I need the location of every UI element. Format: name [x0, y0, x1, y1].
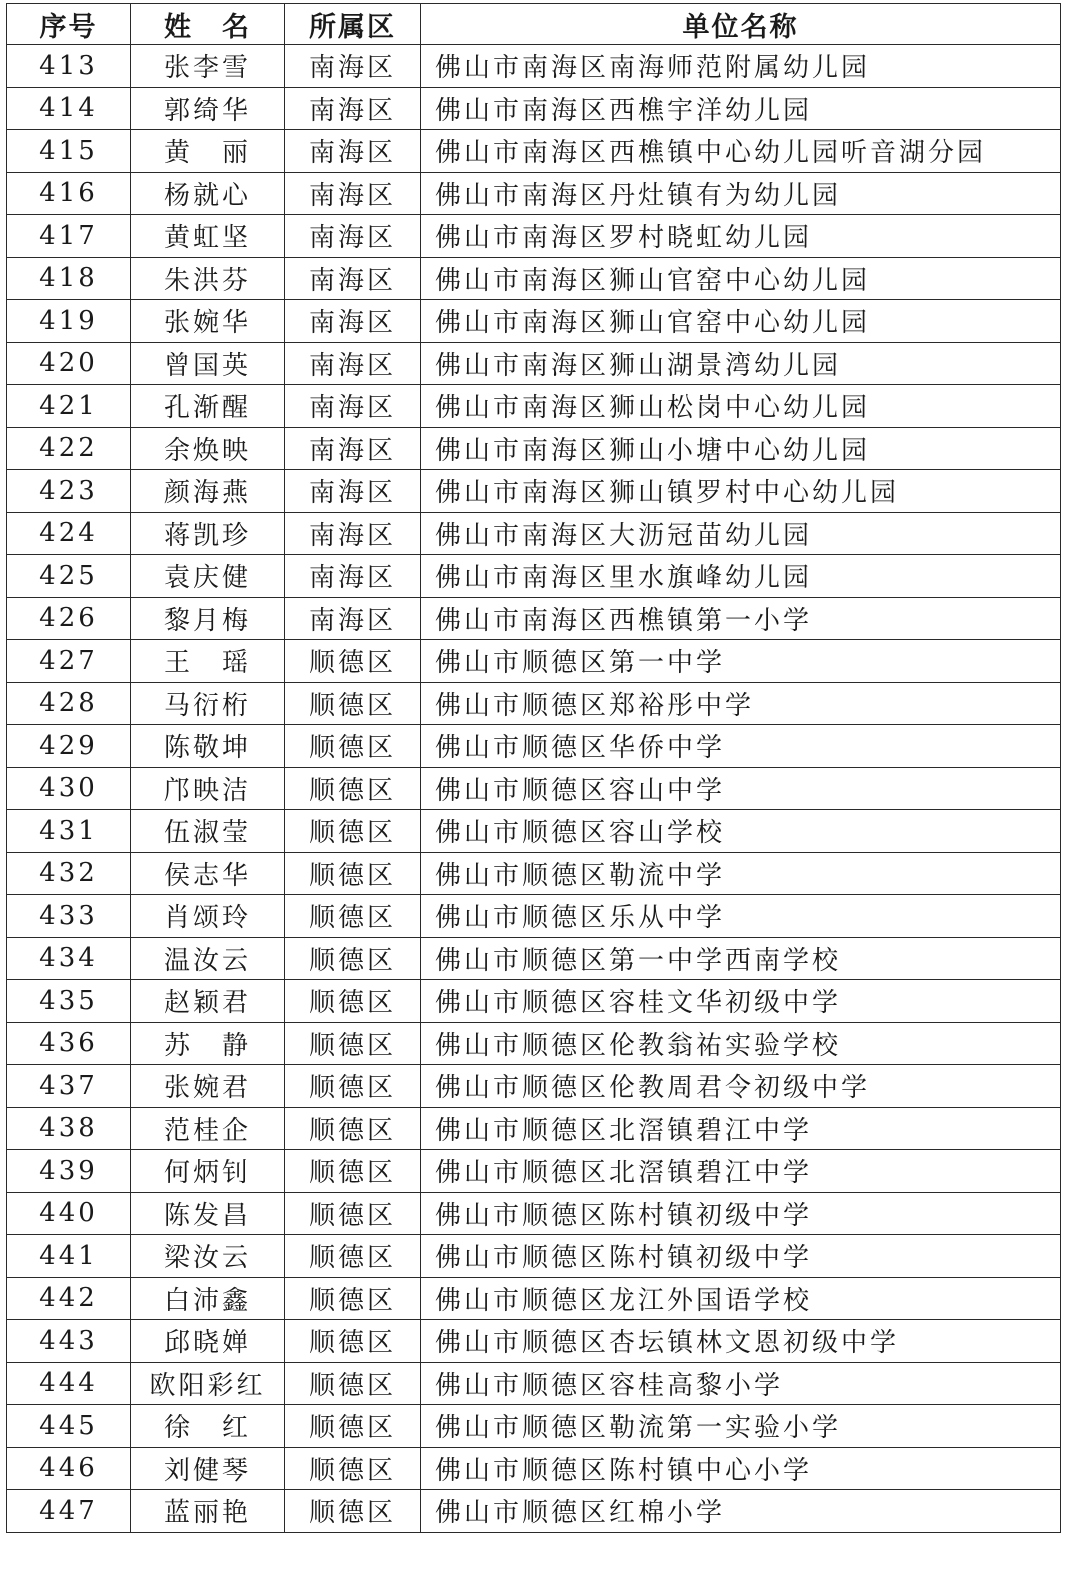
row-number: 421 [7, 385, 131, 428]
table-row [7, 640, 1061, 683]
unit-name: 佛山市顺德区容山学校 [421, 810, 1061, 853]
table-row [7, 1277, 1061, 1320]
row-number: 414 [7, 87, 131, 130]
row-number: 440 [7, 1192, 131, 1235]
unit-name: 佛山市南海区南海师范附属幼儿园 [421, 45, 1061, 88]
table-row [7, 1107, 1061, 1150]
person-name: 马衍桁 [131, 682, 285, 725]
person-name: 伍淑莹 [131, 810, 285, 853]
table-row [7, 980, 1061, 1023]
table-row [7, 512, 1061, 555]
table-row [7, 45, 1061, 88]
district: 顺德区 [285, 725, 421, 768]
person-name: 肖颂玲 [131, 895, 285, 938]
unit-name: 佛山市南海区西樵宇洋幼儿园 [421, 87, 1061, 130]
row-number: 430 [7, 767, 131, 810]
unit-name: 佛山市南海区狮山官窑中心幼儿园 [421, 257, 1061, 300]
person-name: 蓝丽艳 [131, 1490, 285, 1533]
row-number: 447 [7, 1490, 131, 1533]
row-number: 420 [7, 342, 131, 385]
table-row [7, 130, 1061, 173]
person-name: 欧阳彩红 [131, 1362, 285, 1405]
unit-name: 佛山市南海区罗村晓虹幼儿园 [421, 215, 1061, 258]
unit-name: 佛山市顺德区杏坛镇林文恩初级中学 [421, 1320, 1061, 1363]
row-number: 422 [7, 427, 131, 470]
row-number: 432 [7, 852, 131, 895]
unit-name: 佛山市顺德区北滘镇碧江中学 [421, 1150, 1061, 1193]
person-name: 黎月梅 [131, 597, 285, 640]
row-number: 445 [7, 1405, 131, 1448]
row-number: 427 [7, 640, 131, 683]
district: 顺德区 [285, 1362, 421, 1405]
header-unit: 单位名称 [421, 4, 1061, 45]
district: 南海区 [285, 215, 421, 258]
district: 顺德区 [285, 1405, 421, 1448]
row-number: 431 [7, 810, 131, 853]
table-row [7, 172, 1061, 215]
row-number: 413 [7, 45, 131, 88]
roster-table [6, 3, 1061, 1533]
person-name: 余焕映 [131, 427, 285, 470]
table-row [7, 1490, 1061, 1533]
unit-name: 佛山市顺德区陈村镇初级中学 [421, 1192, 1061, 1235]
table-row [7, 1362, 1061, 1405]
unit-name: 佛山市南海区大沥冠苗幼儿园 [421, 512, 1061, 555]
person-name: 邱晓婵 [131, 1320, 285, 1363]
row-number: 415 [7, 130, 131, 173]
unit-name: 佛山市顺德区容桂文华初级中学 [421, 980, 1061, 1023]
table-row [7, 215, 1061, 258]
row-number: 423 [7, 470, 131, 513]
district: 顺德区 [285, 1235, 421, 1278]
unit-name: 佛山市南海区狮山镇罗村中心幼儿园 [421, 470, 1061, 513]
unit-name: 佛山市顺德区第一中学 [421, 640, 1061, 683]
district: 顺德区 [285, 767, 421, 810]
district: 南海区 [285, 597, 421, 640]
unit-name: 佛山市顺德区红棉小学 [421, 1490, 1061, 1533]
person-name: 郭绮华 [131, 87, 285, 130]
row-number: 428 [7, 682, 131, 725]
district: 南海区 [285, 87, 421, 130]
district: 南海区 [285, 257, 421, 300]
table-row [7, 1320, 1061, 1363]
person-name: 苏 静 [131, 1022, 285, 1065]
person-name: 杨就心 [131, 172, 285, 215]
row-number: 426 [7, 597, 131, 640]
person-name: 王 瑶 [131, 640, 285, 683]
district: 南海区 [285, 45, 421, 88]
person-name: 白沛鑫 [131, 1277, 285, 1320]
row-number: 443 [7, 1320, 131, 1363]
table-row [7, 555, 1061, 598]
district: 顺德区 [285, 1192, 421, 1235]
table-row [7, 597, 1061, 640]
person-name: 徐 红 [131, 1405, 285, 1448]
header-district: 所属区 [285, 4, 421, 45]
table-row [7, 767, 1061, 810]
district: 南海区 [285, 427, 421, 470]
table-body [7, 45, 1061, 1533]
table-row [7, 1447, 1061, 1490]
district: 顺德区 [285, 682, 421, 725]
row-number: 438 [7, 1107, 131, 1150]
table-row [7, 725, 1061, 768]
row-number: 434 [7, 937, 131, 980]
unit-name: 佛山市顺德区勒流第一实验小学 [421, 1405, 1061, 1448]
unit-name: 佛山市顺德区龙江外国语学校 [421, 1277, 1061, 1320]
row-number: 444 [7, 1362, 131, 1405]
district: 南海区 [285, 470, 421, 513]
unit-name: 佛山市顺德区郑裕彤中学 [421, 682, 1061, 725]
row-number: 435 [7, 980, 131, 1023]
person-name: 张李雪 [131, 45, 285, 88]
district: 南海区 [285, 512, 421, 555]
table-row [7, 937, 1061, 980]
district: 顺德区 [285, 1277, 421, 1320]
table-row [7, 87, 1061, 130]
district: 南海区 [285, 342, 421, 385]
person-name: 朱洪芬 [131, 257, 285, 300]
table-row [7, 1405, 1061, 1448]
row-number: 416 [7, 172, 131, 215]
person-name: 邝映洁 [131, 767, 285, 810]
person-name: 蒋凯珍 [131, 512, 285, 555]
unit-name: 佛山市南海区西樵镇第一小学 [421, 597, 1061, 640]
district: 南海区 [285, 300, 421, 343]
row-number: 429 [7, 725, 131, 768]
table-row [7, 470, 1061, 513]
row-number: 419 [7, 300, 131, 343]
district: 顺德区 [285, 1022, 421, 1065]
district: 南海区 [285, 130, 421, 173]
row-number: 425 [7, 555, 131, 598]
person-name: 颜海燕 [131, 470, 285, 513]
table-row [7, 342, 1061, 385]
person-name: 侯志华 [131, 852, 285, 895]
district: 顺德区 [285, 1107, 421, 1150]
person-name: 刘健琴 [131, 1447, 285, 1490]
person-name: 温汝云 [131, 937, 285, 980]
person-name: 范桂企 [131, 1107, 285, 1150]
table-row [7, 1022, 1061, 1065]
unit-name: 佛山市南海区狮山湖景湾幼儿园 [421, 342, 1061, 385]
row-number: 437 [7, 1065, 131, 1108]
table-row [7, 1235, 1061, 1278]
unit-name: 佛山市南海区狮山小塘中心幼儿园 [421, 427, 1061, 470]
district: 顺德区 [285, 640, 421, 683]
person-name: 曾国英 [131, 342, 285, 385]
district: 顺德区 [285, 980, 421, 1023]
row-number: 417 [7, 215, 131, 258]
table-row [7, 810, 1061, 853]
unit-name: 佛山市南海区西樵镇中心幼儿园听音湖分园 [421, 130, 1061, 173]
district: 南海区 [285, 385, 421, 428]
unit-name: 佛山市南海区里水旗峰幼儿园 [421, 555, 1061, 598]
row-number: 424 [7, 512, 131, 555]
person-name: 张婉君 [131, 1065, 285, 1108]
row-number: 433 [7, 895, 131, 938]
district: 南海区 [285, 555, 421, 598]
person-name: 袁庆健 [131, 555, 285, 598]
unit-name: 佛山市顺德区北滘镇碧江中学 [421, 1107, 1061, 1150]
district: 顺德区 [285, 937, 421, 980]
unit-name: 佛山市顺德区华侨中学 [421, 725, 1061, 768]
table-row [7, 1150, 1061, 1193]
unit-name: 佛山市南海区狮山松岗中心幼儿园 [421, 385, 1061, 428]
table-row [7, 257, 1061, 300]
district: 顺德区 [285, 1490, 421, 1533]
row-number: 418 [7, 257, 131, 300]
person-name: 孔渐醒 [131, 385, 285, 428]
district: 顺德区 [285, 895, 421, 938]
row-number: 446 [7, 1447, 131, 1490]
table-row [7, 682, 1061, 725]
header-no: 序号 [7, 4, 131, 45]
unit-name: 佛山市顺德区容桂高黎小学 [421, 1362, 1061, 1405]
person-name: 陈发昌 [131, 1192, 285, 1235]
unit-name: 佛山市顺德区陈村镇中心小学 [421, 1447, 1061, 1490]
table-row [7, 895, 1061, 938]
unit-name: 佛山市南海区狮山官窑中心幼儿园 [421, 300, 1061, 343]
row-number: 441 [7, 1235, 131, 1278]
unit-name: 佛山市顺德区容山中学 [421, 767, 1061, 810]
table-row [7, 427, 1061, 470]
table-row [7, 300, 1061, 343]
district: 顺德区 [285, 1150, 421, 1193]
table-row [7, 1065, 1061, 1108]
row-number: 436 [7, 1022, 131, 1065]
unit-name: 佛山市南海区丹灶镇有为幼儿园 [421, 172, 1061, 215]
person-name: 张婉华 [131, 300, 285, 343]
unit-name: 佛山市顺德区乐从中学 [421, 895, 1061, 938]
person-name: 赵颖君 [131, 980, 285, 1023]
header-name: 姓 名 [131, 4, 285, 45]
district: 顺德区 [285, 1065, 421, 1108]
unit-name: 佛山市顺德区勒流中学 [421, 852, 1061, 895]
unit-name: 佛山市顺德区第一中学西南学校 [421, 937, 1061, 980]
table-row [7, 385, 1061, 428]
person-name: 陈敬坤 [131, 725, 285, 768]
unit-name: 佛山市顺德区陈村镇初级中学 [421, 1235, 1061, 1278]
person-name: 黄虹坚 [131, 215, 285, 258]
person-name: 何炳钊 [131, 1150, 285, 1193]
row-number: 439 [7, 1150, 131, 1193]
unit-name: 佛山市顺德区伦教翁祐实验学校 [421, 1022, 1061, 1065]
district: 顺德区 [285, 1320, 421, 1363]
header-row [7, 4, 1061, 45]
row-number: 442 [7, 1277, 131, 1320]
unit-name: 佛山市顺德区伦教周君令初级中学 [421, 1065, 1061, 1108]
district: 南海区 [285, 172, 421, 215]
table-row [7, 852, 1061, 895]
district: 顺德区 [285, 852, 421, 895]
district: 顺德区 [285, 1447, 421, 1490]
person-name: 黄 丽 [131, 130, 285, 173]
person-name: 梁汝云 [131, 1235, 285, 1278]
district: 顺德区 [285, 810, 421, 853]
table-row [7, 1192, 1061, 1235]
